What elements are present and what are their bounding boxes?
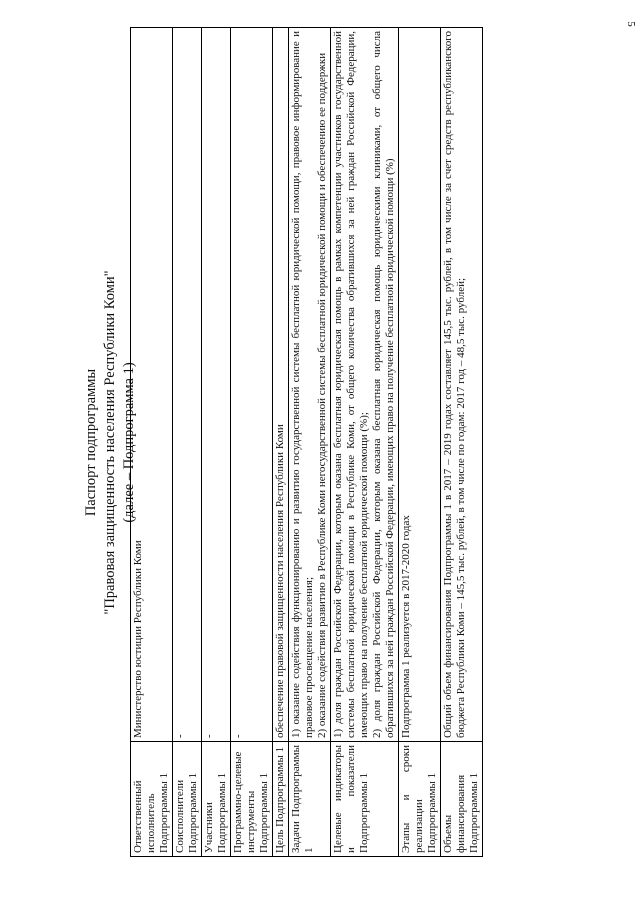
passport-row-value <box>202 28 231 742</box>
passport-row-label: Ответственный исполнитель Подпрограммы 1 <box>131 742 173 857</box>
passport-row-paragraph: Министерство юстиции Республики Коми <box>132 540 144 738</box>
passport-row-value <box>399 28 441 742</box>
passport-table <box>130 27 483 857</box>
passport-row <box>231 28 273 857</box>
passport-row <box>173 28 202 857</box>
passport-row <box>289 28 331 857</box>
heading-title: Паспорт подпрограммы <box>83 368 99 517</box>
passport-row-paragraph: обеспечение правовой защищенности населения Республики Коми <box>274 424 286 738</box>
passport-row-paragraph: 2) доля граждан Российской Федерации, которым оказана бесплатная юридическая помощь юридическими клиниками, от общего числа обратившихся за ней граждан Российской Федерации, имеющих право на получение бесплатной юридической помощи (%) <box>371 31 396 738</box>
passport-row-paragraph: 1) оказание содействия функционированию и развитию государственной системы бесплатной юридической помощи, правовое информирование и правовое просвещение населения; <box>290 31 315 738</box>
passport-row-label: Программно-целевые инструменты Подпрограммы 1 <box>231 742 273 857</box>
passport-row-value <box>231 28 273 742</box>
passport-row-label: Этапы и сроки реализации Подпрограммы 1 <box>399 742 441 857</box>
passport-row-value <box>273 28 289 742</box>
passport-row-value <box>131 28 173 742</box>
passport-row <box>131 28 173 857</box>
passport-row <box>331 28 399 857</box>
passport-row-value <box>173 28 202 742</box>
passport-row <box>441 28 483 857</box>
heading-subprogram-name: "Правовая защищенность населения Республики Коми" <box>102 270 118 615</box>
passport-row-paragraph: - <box>203 734 215 738</box>
passport-row-label: Соисполнители Подпрограммы 1 <box>173 742 202 857</box>
passport-row-paragraph: 1) доля граждан Российской Федерации, которым оказана бесплатная юридическая помощь в рамках компетенции участников государственной системы бесплатной юридической помощи в Республике Коми, от общего количества обратившихся за ней граждан Российской Федерации, имеющих право на получение бесплатной юридической помощи (%); <box>332 31 370 738</box>
passport-row-label: Участники Подпрограммы 1 <box>202 742 231 857</box>
passport-row-label: Целевые индикаторы и показатели Подпрограммы 1 <box>331 742 399 857</box>
passport-table-body <box>131 28 483 857</box>
passport-row-value <box>289 28 331 742</box>
passport-row <box>273 28 289 857</box>
passport-row-value <box>441 28 483 742</box>
rotated-page-content <box>0 5 640 880</box>
passport-row-paragraph: 2) оказание содействия развитию в Республике Коми негосударственной системы бесплатной юридической помощи и обеспечению ее поддержки <box>316 52 328 738</box>
passport-row-paragraph: Общий объем финансирования Подпрограммы 1 в 2017 – 2019 годах составляет 145,5 тыс. рублей, в том числе за счет средств республиканского бюджета Республики Коми – 145,5 тыс. рублей, в том числе по годам: 2017 год – 48,5 тыс. рублей; <box>442 31 467 738</box>
passport-row <box>202 28 231 857</box>
passport-row-paragraph: - <box>174 734 186 738</box>
passport-row-label: Объемы финансирования Подпрограммы 1 <box>441 742 483 857</box>
passport-row-label: Цель Подпрограммы 1 <box>273 742 289 857</box>
passport-row <box>399 28 441 857</box>
passport-row-paragraph: Подпрограмма 1 реализуется в 2017-2020 годах <box>400 515 412 738</box>
passport-row-label: Задачи Подпрограммы 1 <box>289 742 331 857</box>
passport-row-paragraph: - <box>232 734 244 738</box>
passport-row-value <box>331 28 399 742</box>
heading-abbreviation: (далее – Подпрограмма 1) <box>121 362 137 523</box>
page-number: 5 <box>625 21 637 27</box>
